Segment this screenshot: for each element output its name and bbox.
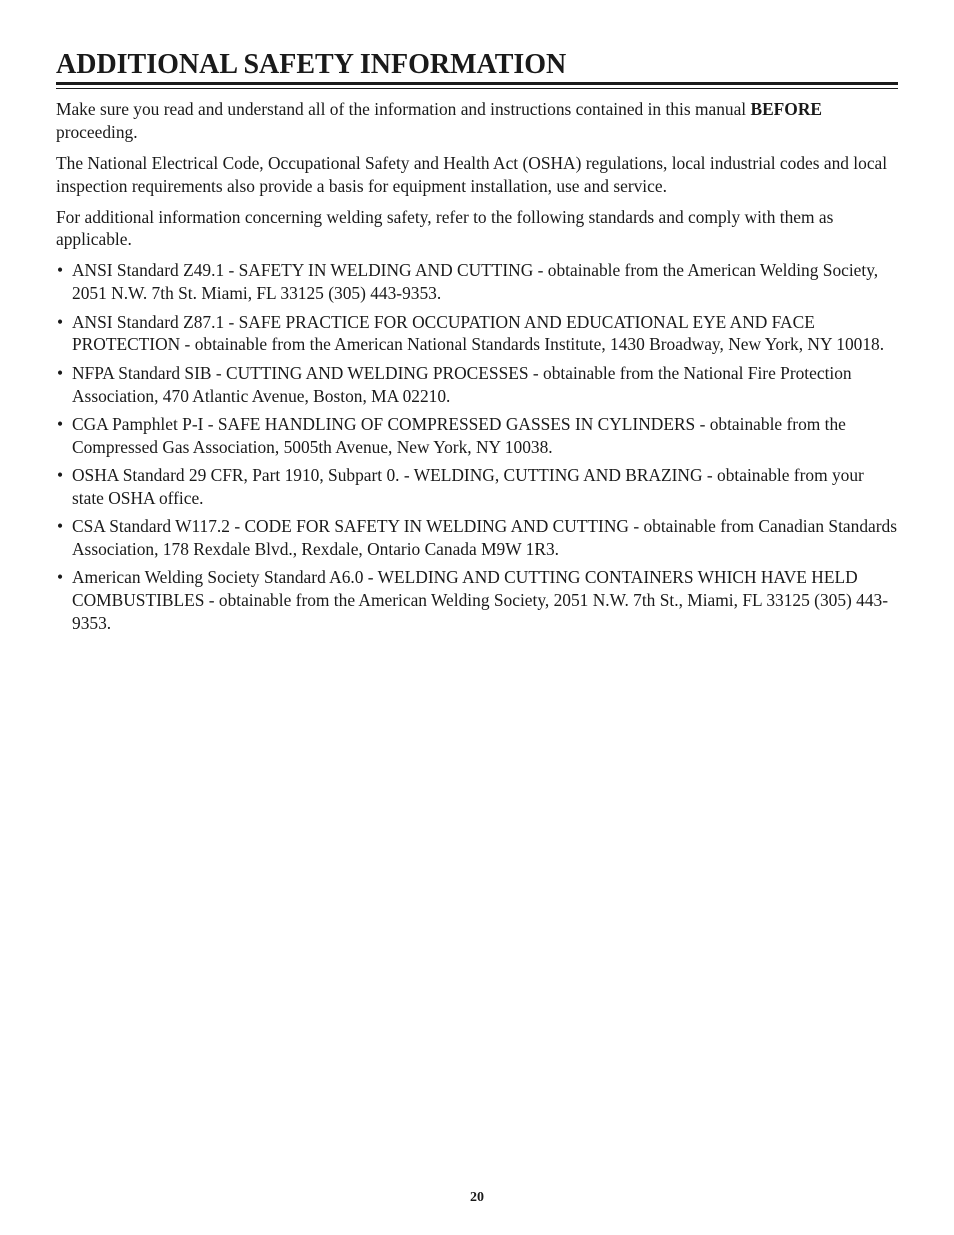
page-number: 20 xyxy=(470,1190,484,1205)
list-item xyxy=(56,362,898,408)
list-item xyxy=(56,515,898,561)
codes-paragraph: The National Electrical Code, Occupational Safety and Health Act (OSHA) regulations, local industrial codes and local inspection requirements also provide a basis for equipment installation, use and service. xyxy=(56,152,888,196)
standards-intro-paragraph: For additional information concerning welding safety, refer to the following standards and comply with them as applicable. xyxy=(56,206,834,250)
list-item-text: OSHA Standard 29 CFR, Part 1910, Subpart 0. - WELDING, CUTTING AND BRAZING - obtainable from your state OSHA office. xyxy=(72,465,864,508)
list-item xyxy=(56,413,898,459)
intro-paragraph xyxy=(56,98,898,144)
bullet-icon: • xyxy=(57,311,64,332)
title-rule-thin xyxy=(56,88,898,89)
bullet-icon: • xyxy=(57,260,64,281)
page-title: ADDITIONAL SAFETY INFORMATION xyxy=(56,49,567,80)
list-item-text: CSA Standard W117.2 - CODE FOR SAFETY IN WELDING AND CUTTING - obtainable from Canadian Standards Association, 178 Rexdale Blvd., Rexdale, Ontario Canada M9W 1R3. xyxy=(72,516,897,560)
list-item-text: NFPA Standard SIB - CUTTING AND WELDING PROCESSES - obtainable from the National Fire Protection Association, 470 Atlantic Avenue, Boston, MA 02210. xyxy=(72,362,852,406)
bullet-icon: • xyxy=(57,567,64,588)
bullet-icon: • xyxy=(57,362,64,383)
intro-lead: Make sure you read and understand all of the information and instructions contained in this manual xyxy=(56,99,751,119)
bullet-icon: • xyxy=(57,465,64,486)
intro-emphasis: BEFORE xyxy=(750,99,822,119)
list-item-text: ANSI Standard Z49.1 - SAFETY IN WELDING AND CUTTING - obtainable from the American Welding Society, 2051 N.W. 7th St. Miami, FL 33125 (305) 443-9353. xyxy=(72,260,879,304)
bullet-icon: • xyxy=(57,413,64,434)
list-item-text: American Welding Society Standard A6.0 - WELDING AND CUTTING CONTAINERS WHICH HAVE HELD COMBUSTIBLES - obtainable from the American Welding Society, 2051 N.W. 7th St., Miami, FL 33125 (305) 443-9353. xyxy=(72,567,889,634)
standards-list xyxy=(56,259,898,635)
intro-tail: proceeding. xyxy=(56,121,138,142)
list-item-text: CGA Pamphlet P-I - SAFE HANDLING OF COMPRESSED GASSES IN CYLINDERS - obtainable from the Compressed Gas Association, 5005th Avenue, New York, NY 10038. xyxy=(72,413,846,457)
bullet-icon: • xyxy=(57,516,64,537)
title-rule-thick xyxy=(56,82,898,85)
list-item xyxy=(56,464,898,510)
list-item xyxy=(56,311,898,357)
list-item xyxy=(56,259,898,305)
list-item-text: ANSI Standard Z87.1 - SAFE PRACTICE FOR OCCUPATION AND EDUCATIONAL EYE AND FACE PROTECTION - obtainable from the American National Standards Institute, 1430 Broadway, New York, NY 10018. xyxy=(72,311,885,355)
document-body xyxy=(56,98,898,640)
list-item xyxy=(56,566,898,634)
